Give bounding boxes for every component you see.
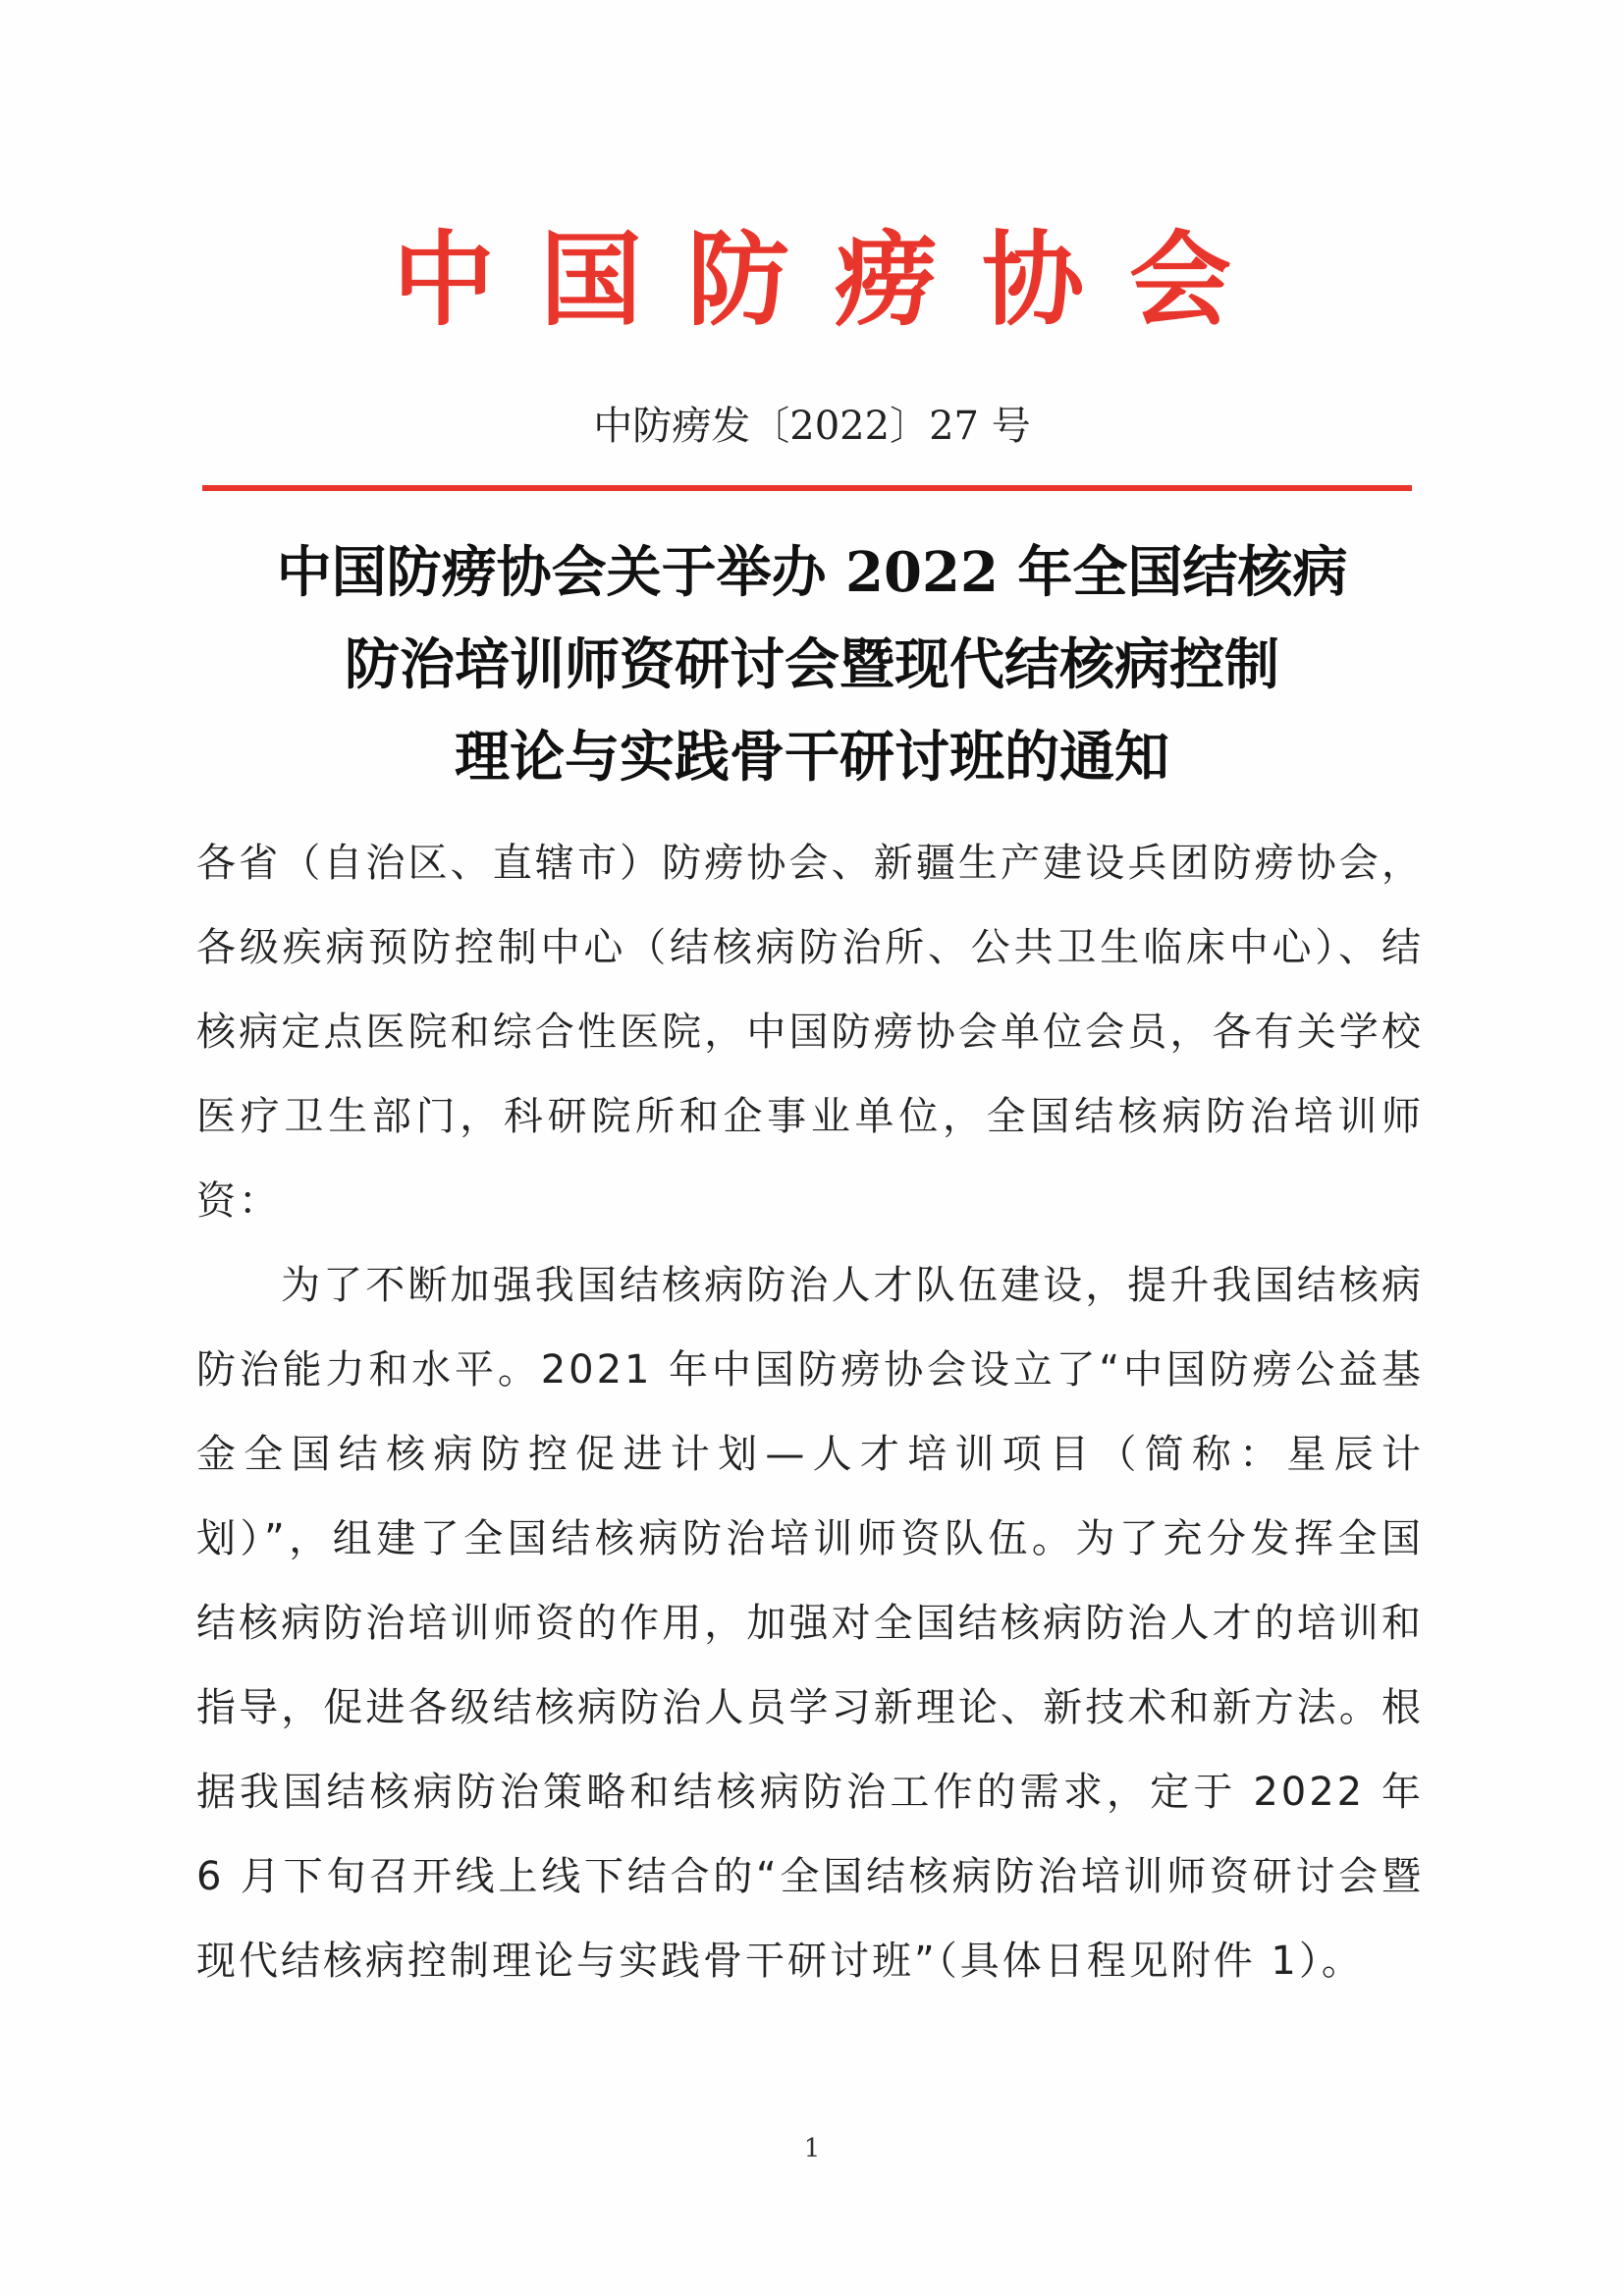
body-paragraph-1: 为了不断加强我国结核病防治人才队伍建设，提升我国结核病防治能力和水平。2021 年中国防痨协会设立了“中国防痨公益基金全国结核病防控促进计划—人才培训项目（简称：星辰计划）”，组建了全国结核病防治培训师资队伍。为了充分发挥全国结核病防治培训师资的作用，加强对全国结核病防治人才的培训和指导，促进各级结核病防治人员学习新理论、新技术和新方法。根据我国结核病防治策略和结核病防治工作的需求，定于 2022 年 6 月下旬召开线上线下结合的“全国结核病防治培训师资研讨会暨现代结核病控制理论与实践骨干研讨班”（具体日程见附件 1）。 [196,1263,1424,1984]
red-divider-rule [202,485,1412,491]
title-line-3: 理论与实践骨干研讨班的通知 [455,725,1169,790]
masthead-organization-name: 中国防痨协会 [392,220,1276,340]
document-title [0,526,1624,803]
document-number: 中防痨发〔2022〕27 号 [593,404,1031,449]
title-line-1: 中国防痨协会关于举办 2022 年全国结核病 [276,540,1348,605]
salutation-recipients: 各省（自治区、直辖市）防痨协会、新疆生产建设兵团防痨协会，各级疾病预防控制中心（结核病防治所、公共卫生临床中心）、结核病定点医院和综合性医院，中国防痨协会单位会员，各有关学校医疗卫生部门，科研院所和企事业单位，全国结核病防治培训师资： [196,841,1424,1224]
title-line-2: 防治培训师资研讨会暨现代结核病控制 [345,632,1279,697]
page-number: 1 [803,2134,821,2163]
